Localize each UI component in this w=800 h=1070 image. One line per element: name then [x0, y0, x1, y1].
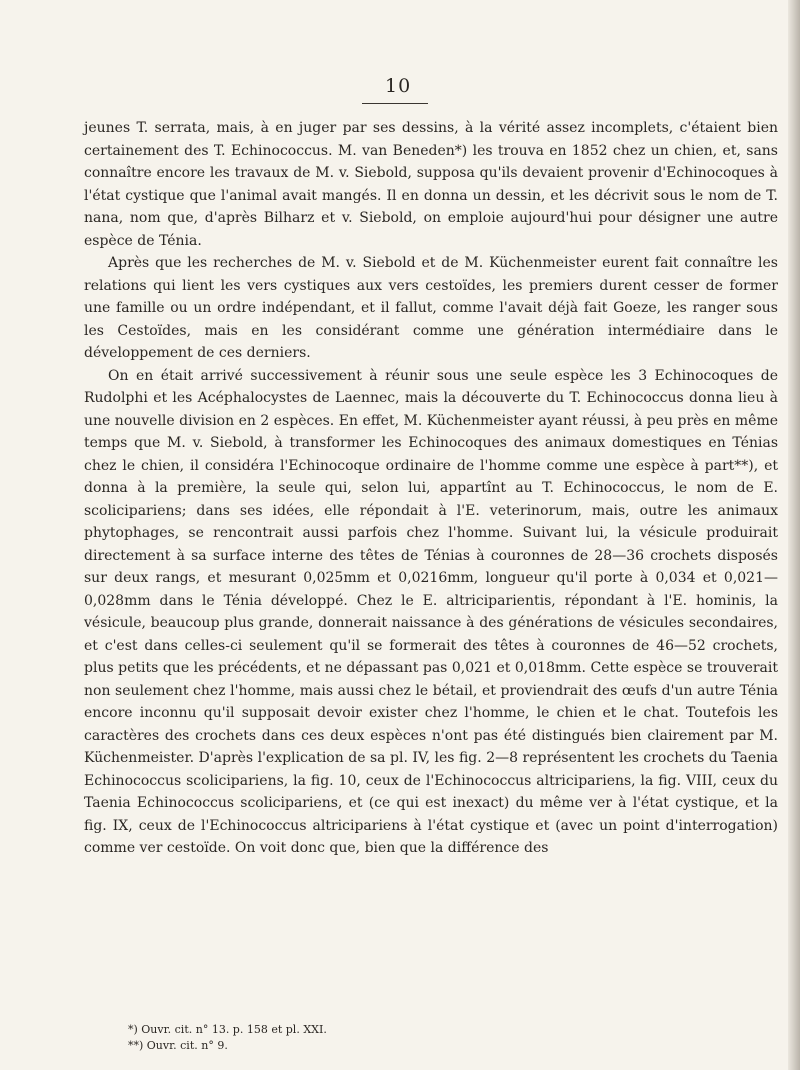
footnote: *) Ouvr. cit. n° 13. p. 158 et pl. XXI. [128, 1023, 327, 1036]
page-number: 10 [385, 75, 412, 97]
paragraph: On en était arrivé successivement à réunir sous une seule espèce les 3 Echinocoques de Rudolphi et les Acéphalocystes de Laennec, mais la découverte du T. Echinococcus donna lieu à une nouvelle division en 2 espèces. En effet, M. Küchenmeister ayant réussi, à peu près en même temps que M. v. Siebold, à transformer les Echinocoques des animaux domestiques en Ténias chez le chien, il considéra l'Echinocoque ordinaire de l'homme comme une espèce à part**), et donna à la première, la seule qui, selon lui, appartînt au T. Echinococcus, le nom de E. scolicipariens; dans ses idées, elle répondait à l'E. veterinorum, mais, outre les animaux phytophages, se rencontrait aussi parfois chez l'homme. Suivant lui, la vésicule produirait directement à sa surface interne des têtes de Ténias à couronnes de 28—36 crochets disposés sur deux rangs, et mesurant 0,025mm et 0,0216mm, longueur qu'il porte à 0,034 et 0,021—0,028mm dans le Ténia développé. Chez le E. altriciparientis, répondant à l'E. hominis, la vésicule, beaucoup plus grande, donnerait naissance à des générations de vésicules secondaires, et c'est dans celles-ci seulement qu'il se formerait des têtes à couronnes de 46—52 crochets, plus petits que les précédents, et ne dépassant pas 0,021 et 0,018mm. Cette espèce se trouverait non seulement chez l'homme, mais aussi chez le bétail, et proviendrait des œufs d'un autre Ténia encore inconnu qu'il supposait devoir exister chez l'homme, le chien et le chat. Toutefois les caractères des crochets dans ces deux espèces n'ont pas été distingués bien clairement par M. Küchenmeister. D'après l'explication de sa pl. IV, les fig. 2—8 représentent les crochets du Taenia Echinococcus scolicipariens, la fig. 10, ceux de l'Echinococcus altricipariens, la fig. VIII, ceux du Taenia Echinococcus scolicipariens, et (ce qui est inexact) du même ver à l'état cystique, et la fig. IX, ceux de l'Echinococcus altricipariens à l'état cystique et (avec un point d'interrogation) comme ver cestoïde. On voit donc que, bien que la différence des [84, 367, 778, 856]
header-rule [362, 103, 428, 104]
footnote: **) Ouvr. cit. n° 9. [128, 1039, 228, 1052]
body-text [84, 117, 778, 860]
footnotes [128, 1022, 327, 1054]
paragraph: Après que les recherches de M. v. Siebold et de M. Küchenmeister eurent fait connaître les relations qui lient les vers cystiques aux vers cestoïdes, les premiers durent cesser de former une famille ou un ordre indépendant, et il fallut, comme l'avait déjà fait Goeze, les ranger sous les Cestoïdes, mais en les considérant comme une génération intermédiaire dans le développement de ces derniers. [84, 255, 778, 361]
paragraph: jeunes T. serrata, mais, à en juger par ses dessins, à la vérité assez incomplets, c'étaient bien certainement des T. Echinococcus. M. van Beneden*) les trouva en 1852 chez un chien, et, sans connaître encore les travaux de M. v. Siebold, supposa qu'ils devaient provenir d'Echinocoques à l'état cystique que l'animal avait mangés. Il en donna un dessin, et les décrivit sous le nom de T. nana, nom que, d'après Bilharz et v. Siebold, on emploie aujourd'hui pour désigner une autre espèce de Ténia. [84, 120, 778, 249]
page-edge [788, 0, 800, 1070]
